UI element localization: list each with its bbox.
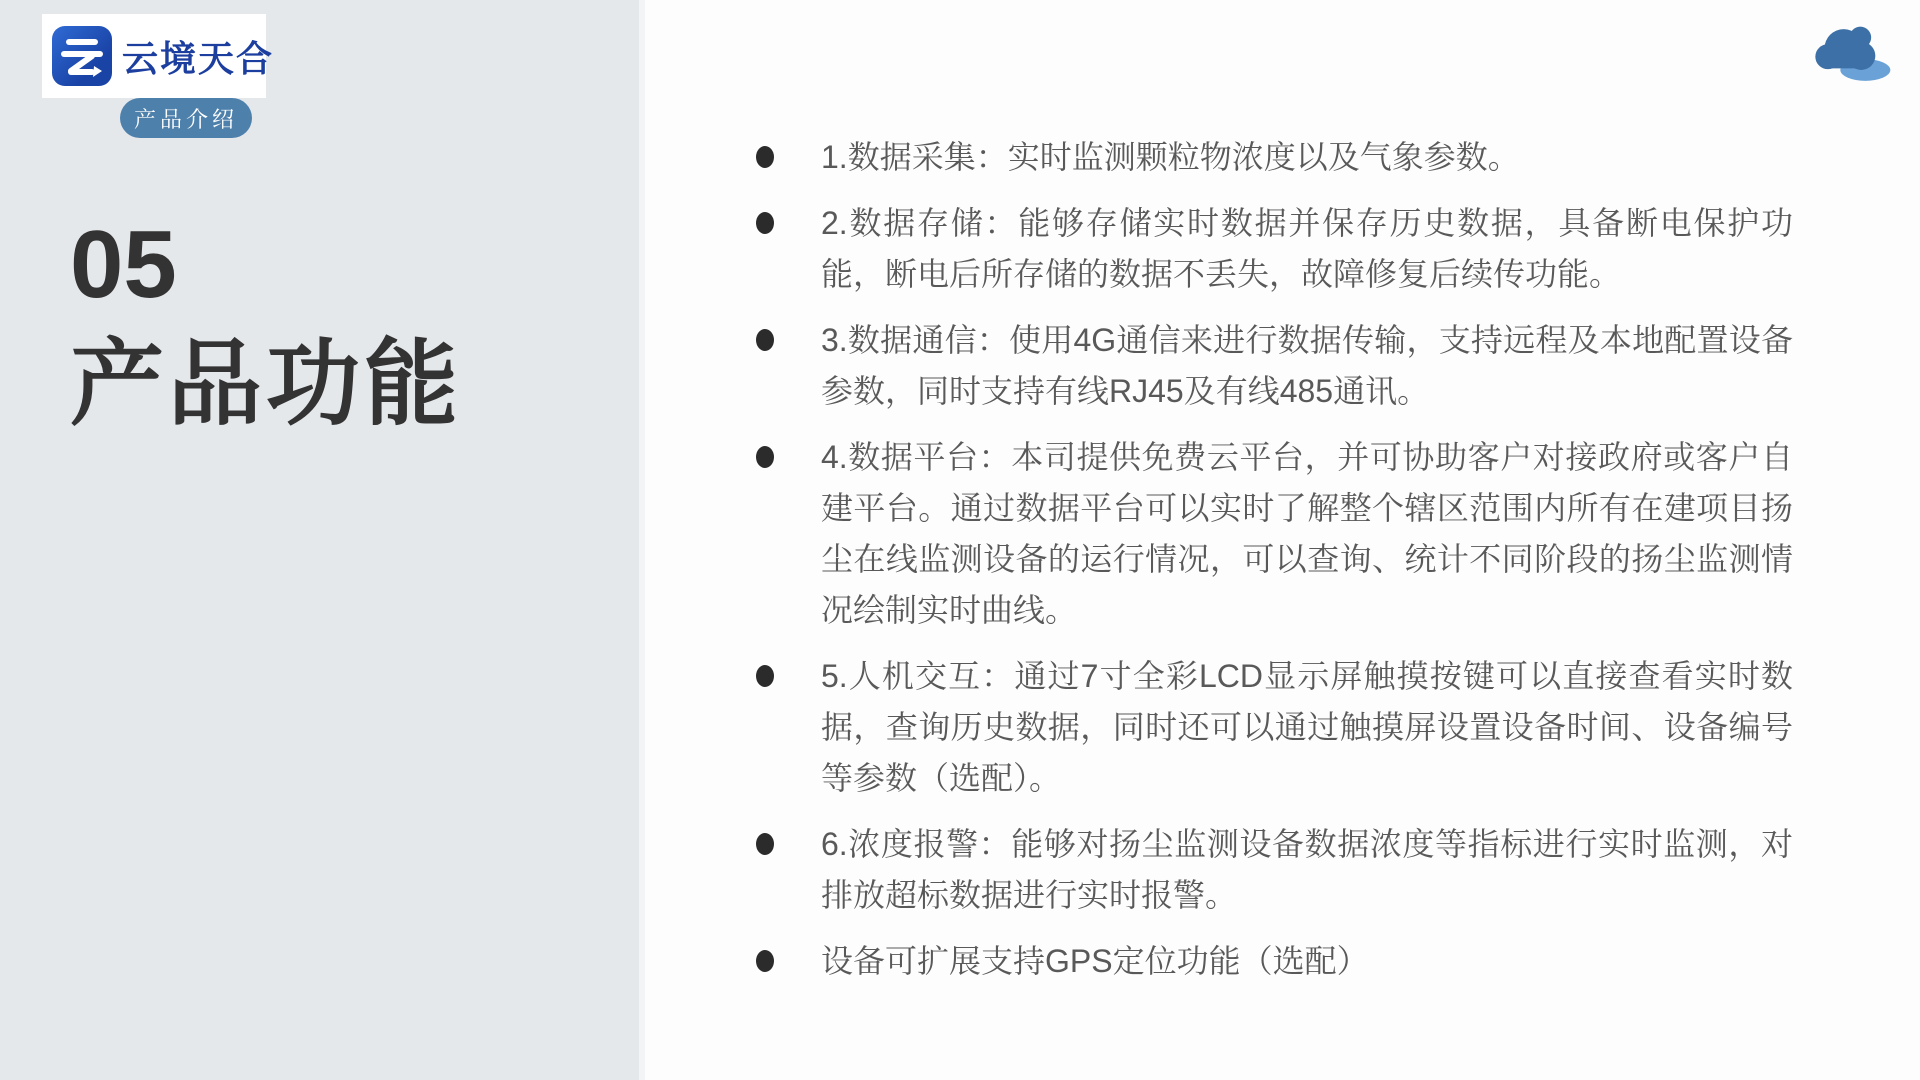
feature-item — [651, 198, 1920, 300]
feature-list — [651, 132, 1920, 1002]
cloud-glyph-icon — [52, 26, 112, 86]
sidebar — [0, 0, 645, 1080]
bullet-text: 3.数据通信：使用4G通信来进行数据传输，支持远程及本地配置设备参数，同时支持有线RJ45及有线485通讯。 — [821, 322, 1793, 409]
feature-item — [651, 432, 1920, 636]
bullet-text: 2.数据存储：能够存储实时数据并保存历史数据，具备断电保护功能，断电后所存储的数据不丢失，故障修复后续传功能。 — [821, 205, 1793, 292]
bullet-dot-icon — [756, 833, 774, 855]
feature-item — [651, 651, 1920, 804]
brand-name: 云境天合 — [122, 37, 275, 79]
bullet-dot-icon — [756, 146, 774, 168]
section-title: 产品功能 — [70, 331, 463, 436]
bullet-text: 5.人机交互：通过7寸全彩LCD显示屏触摸按键可以直接查看实时数据，查询历史数据，同时还可以通过触摸屏设置设备时间、设备编号等参数（选配）。 — [821, 658, 1793, 796]
feature-item — [651, 132, 1920, 183]
feature-item — [651, 819, 1920, 921]
cloud-icon — [1802, 4, 1902, 96]
brand-logo-icon — [52, 26, 112, 86]
feature-item — [651, 936, 1920, 987]
bullet-dot-icon — [756, 329, 774, 351]
bullet-text: 6.浓度报警：能够对扬尘监测设备数据浓度等指标进行实时监测，对排放超标数据进行实时报警。 — [821, 826, 1793, 913]
bullet-text: 1.数据采集：实时监测颗粒物浓度以及气象参数。 — [821, 139, 1520, 175]
content-pane — [651, 0, 1920, 1080]
intro-badge: 产品介绍 — [120, 98, 252, 138]
bullet-dot-icon — [756, 212, 774, 234]
section-number: 05 — [70, 211, 177, 318]
bullet-dot-icon — [756, 665, 774, 687]
logo-card — [42, 14, 275, 98]
bullet-dot-icon — [756, 950, 774, 972]
bullet-dot-icon — [756, 446, 774, 468]
bullet-text: 4.数据平台：本司提供免费云平台，并可协助客户对接政府或客户自建平台。通过数据平台可以实时了解整个辖区范围内所有在建项目扬尘在线监测设备的运行情况，可以查询、统计不同阶段的扬尘监测情况绘制实时曲线。 — [821, 439, 1793, 628]
feature-item — [651, 315, 1920, 417]
bullet-text: 设备可扩展支持GPS定位功能（选配） — [821, 943, 1369, 979]
